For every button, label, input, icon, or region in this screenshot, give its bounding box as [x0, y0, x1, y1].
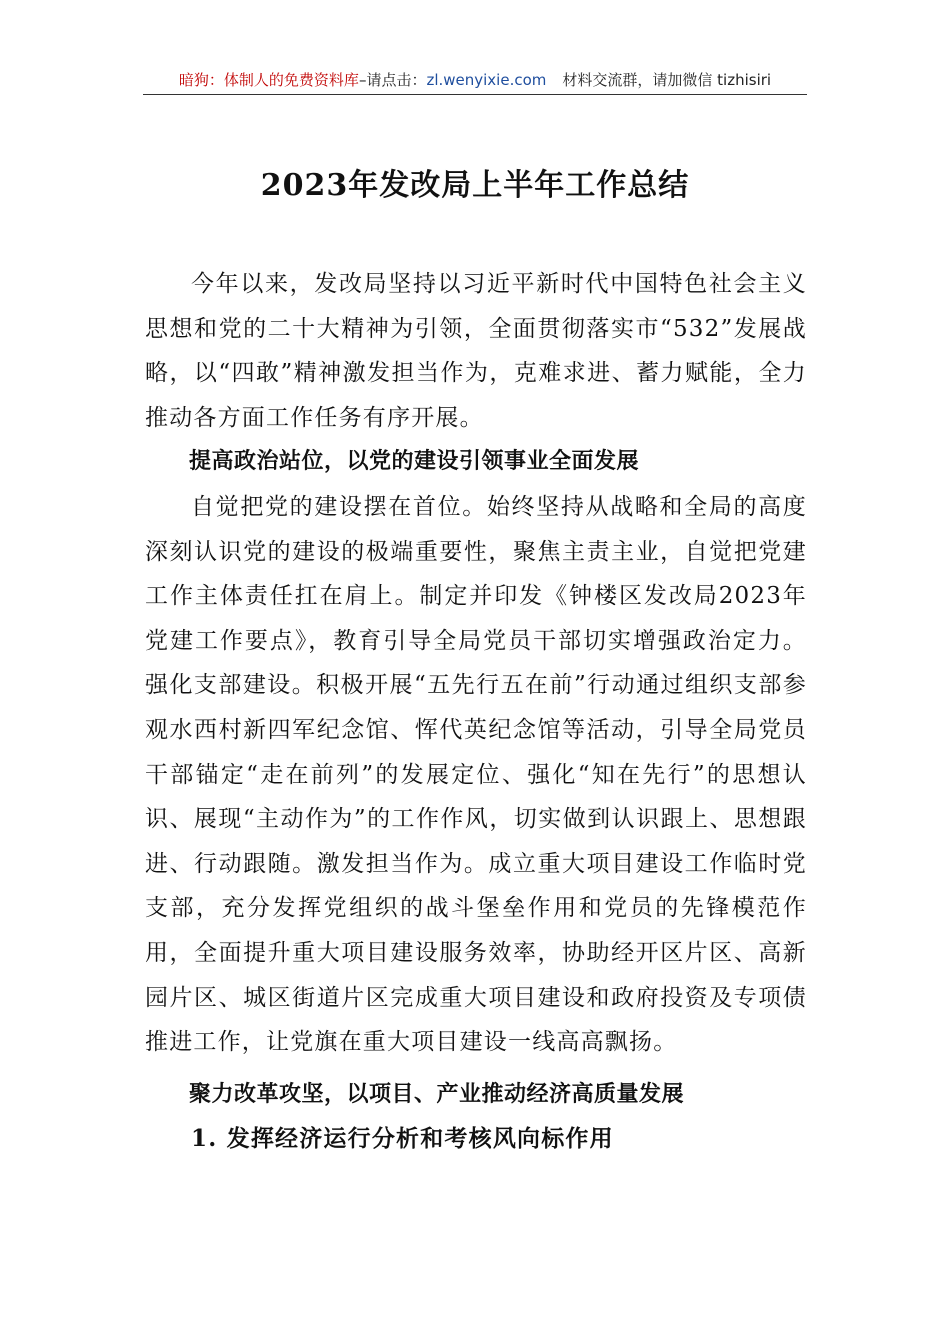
header-site-name: 暗狗：体制人的免费资料库 [178, 71, 359, 89]
intro-paragraph: 今年以来，发改局坚持以习近平新时代中国特色社会主义思想和党的二十大精神为引领，全面贯彻落实市“532”发展战略，以“四敢”精神激发担当作为，克难求进、蓄力赋能，全力推动各方面工作任务有序开展。 [145, 271, 807, 431]
document-body [145, 262, 807, 1162]
section-2-subheading-1: 1. 发挥经济运行分析和考核风向标作用 [191, 1125, 614, 1153]
page-header [143, 68, 807, 95]
header-url-link[interactable]: zl.wenyixie.com [426, 71, 547, 89]
header-contact: 材料交流群，请加微信 tizhisiri [562, 71, 772, 89]
section-1-paragraph: 自觉把党的建设摆在首位。始终坚持从战略和全局的高度深刻认识党的建设的极端重要性，聚焦主责主业，自觉把党建工作主体责任扛在肩上。制定并印发《钟楼区发改局2023年党建工作要点》，教育引导全局党员干部切实增强政治定力。强化支部建设。积极开展“五先行五在前”行动通过组织支部参观水西村新四军纪念馆、恽代英纪念馆等活动，引导全局党员干部锚定“走在前列”的发展定位、强化“知在先行”的思想认识、展现“主动作为”的工作作风，切实做到认识跟上、思想跟进、行动跟随。激发担当作为。成立重大项目建设工作临时党支部，充分发挥党组织的战斗堡垒作用和党员的先锋模范作用，全面提升重大项目建设服务效率，协助经开区片区、高新园片区、城区街道片区完成重大项目建设和政府投资及专项债推进工作，让党旗在重大项目建设一线高高飘扬。 [145, 493, 807, 1056]
section-2-heading: 聚力改革攻坚，以项目、产业推动经济高质量发展 [189, 1081, 685, 1107]
header-click-prompt: –请点击： [358, 71, 427, 89]
section-1-heading: 提高政治站位，以党的建设引领事业全面发展 [189, 449, 640, 475]
document-title: 2023年发改局上半年工作总结 [260, 168, 690, 203]
